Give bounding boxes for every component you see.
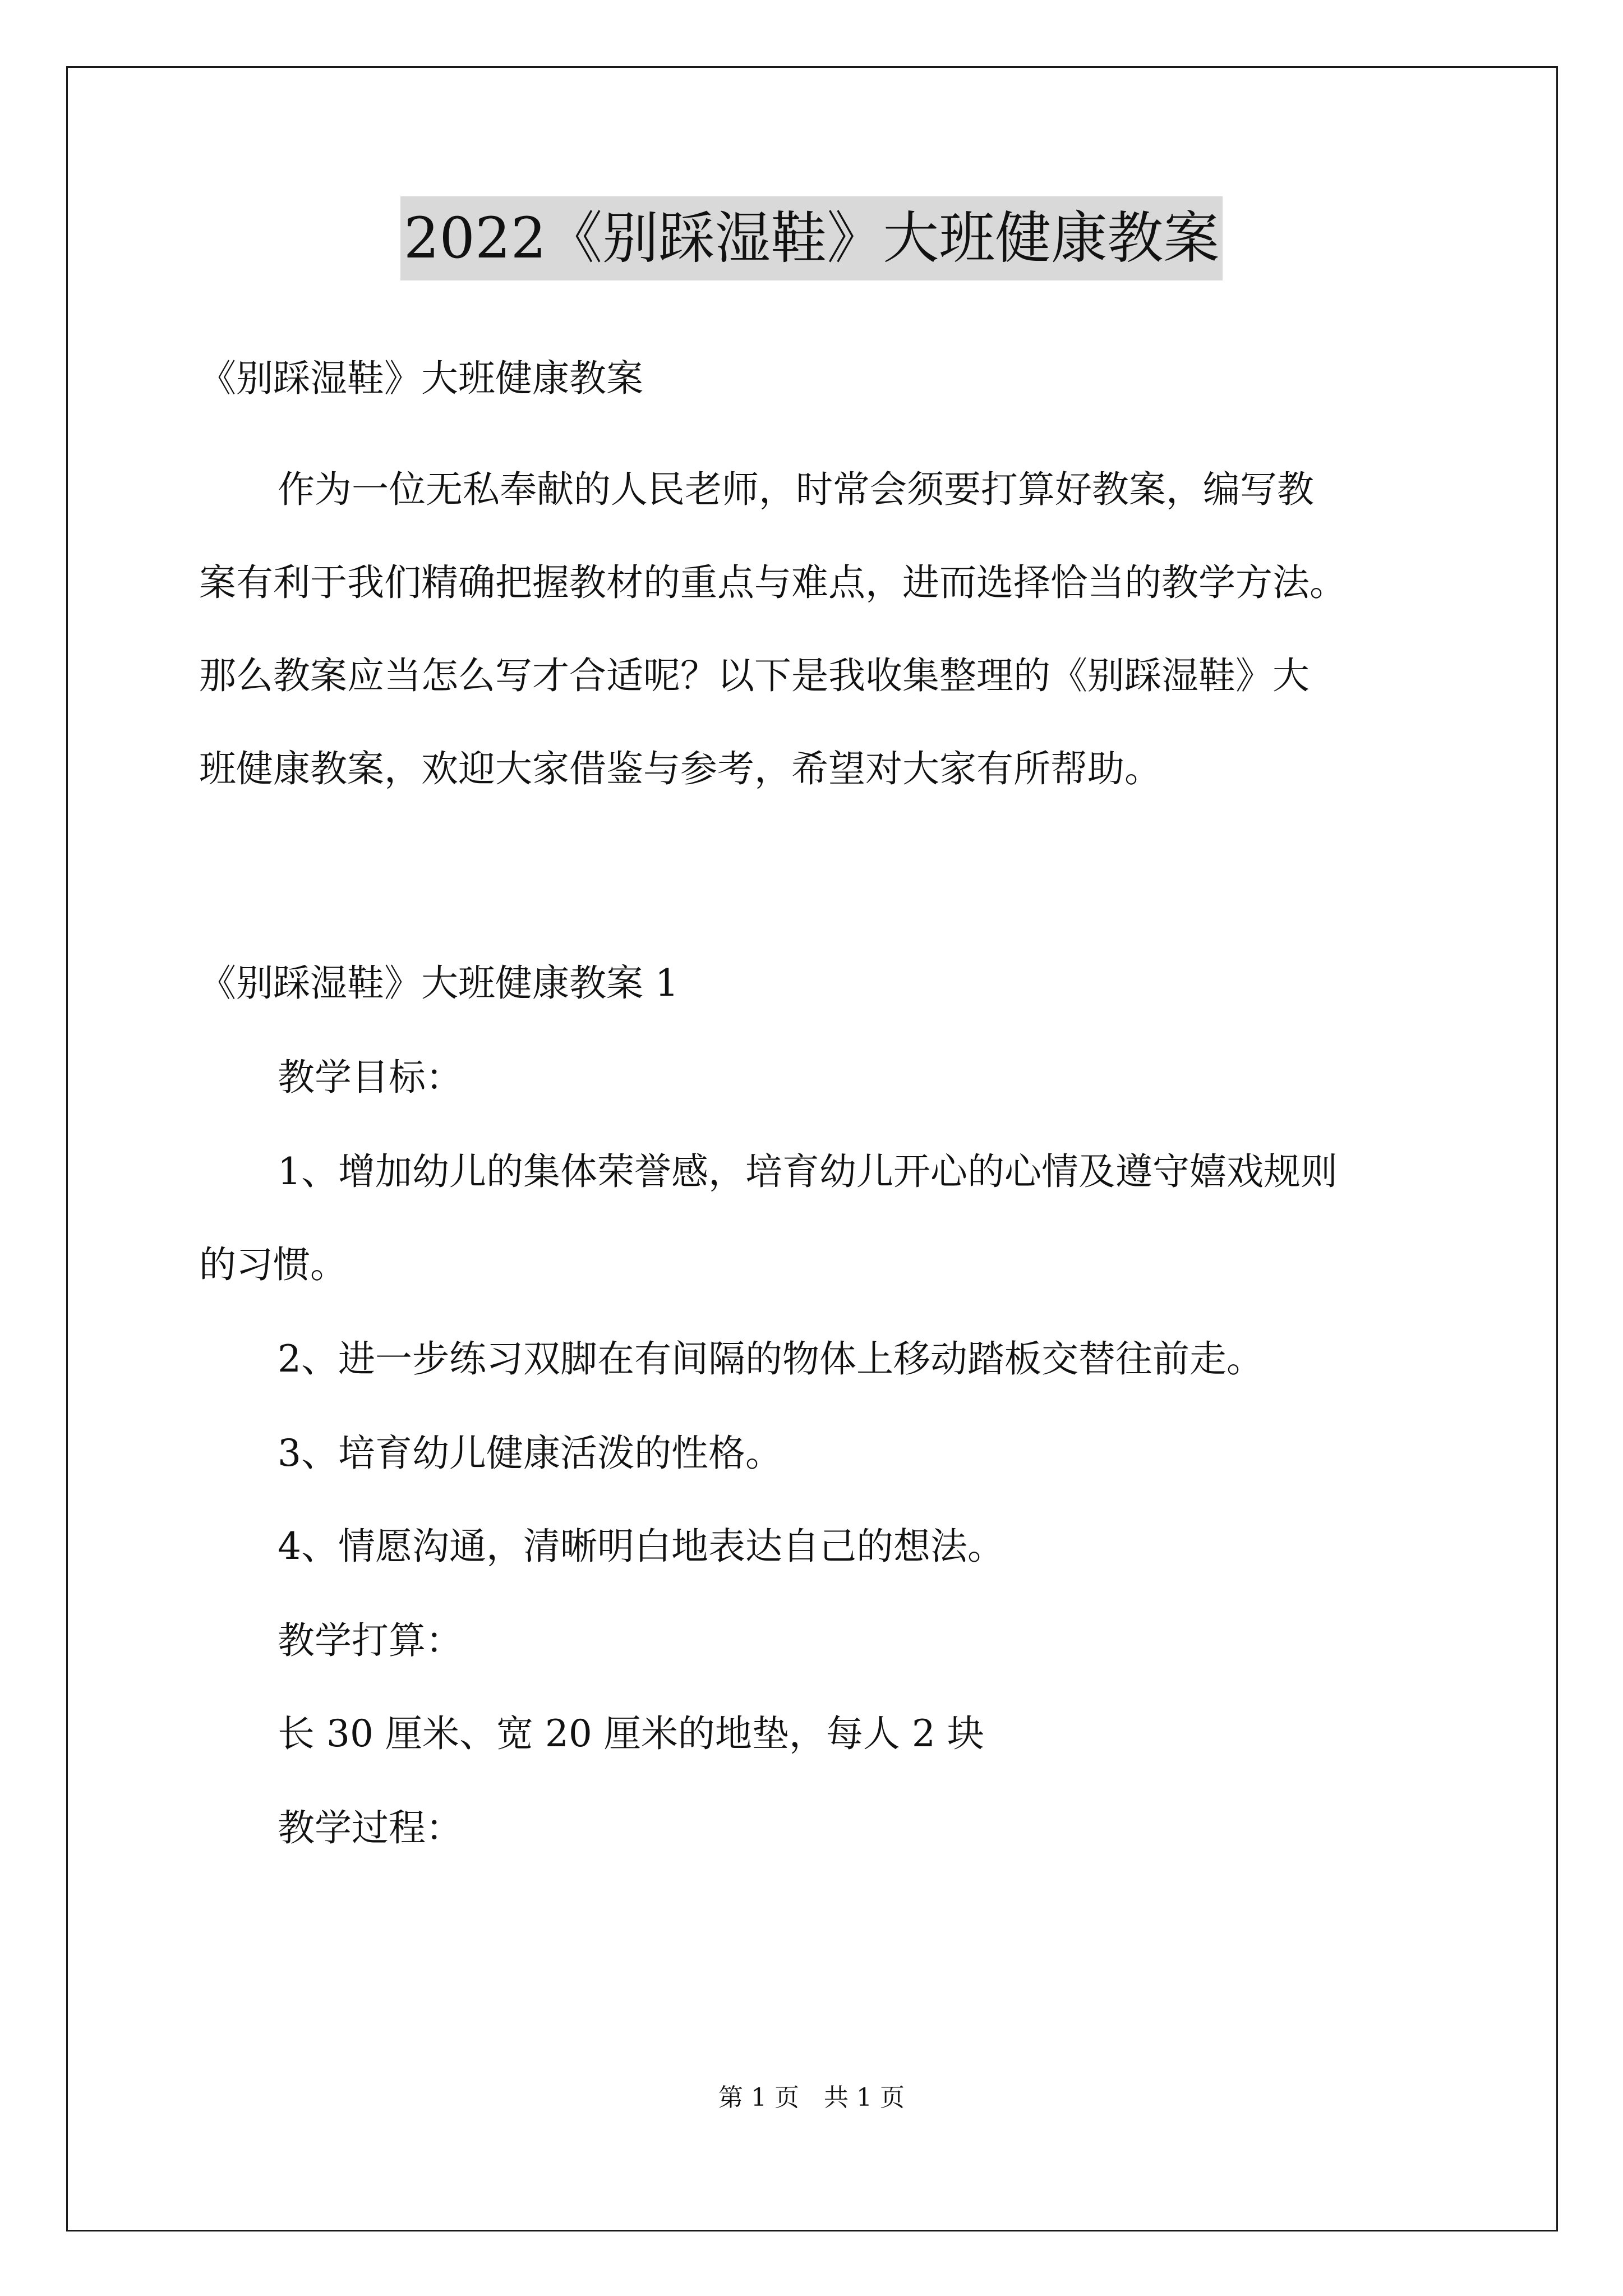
goal-1-line-1: 1、增加幼儿的集体荣誉感，培育幼儿开心的心情及遵守嬉戏规则 <box>278 1150 1338 1193</box>
goal-2: 2、进一步练习双脚在有间隔的物体上移动踏板交替往前走。 <box>278 1337 1264 1381</box>
section-heading: 《别踩湿鞋》大班健康教案 1 <box>199 961 679 1005</box>
prep-item: 长 30 厘米、宽 20 厘米的地垫，每人 2 块 <box>278 1712 984 1755</box>
page-footer: 第 1 页 共 1 页 <box>718 2083 905 2112</box>
goal-1-line-2: 的习惯。 <box>199 1243 347 1286</box>
goals-label: 教学目标： <box>278 1056 463 1099</box>
intro-line-3: 那么教案应当怎么写才合适呢？以下是我收集整理的《别踩湿鞋》大 <box>199 654 1310 697</box>
process-label: 教学过程： <box>278 1806 463 1849</box>
intro-line-2: 案有利于我们精确把握教材的重点与难点，进而选择恰当的教学方法。 <box>199 561 1347 604</box>
intro-line-1: 作为一位无私奉献的人民老师，时常会须要打算好教案，编写教 <box>278 468 1314 511</box>
goal-4: 4、情愿沟通，清晰明白地表达自己的想法。 <box>278 1525 1004 1568</box>
title-container <box>0 196 1623 280</box>
document-title: 2022《别踩湿鞋》大班健康教案 <box>400 196 1223 280</box>
intro-line-4: 班健康教案，欢迎大家借鉴与参考，希望对大家有所帮助。 <box>199 747 1161 790</box>
prep-label: 教学打算： <box>278 1619 463 1662</box>
goal-3: 3、培育幼儿健康活泼的性格。 <box>278 1432 782 1475</box>
subtitle: 《别踩湿鞋》大班健康教案 <box>199 357 643 400</box>
